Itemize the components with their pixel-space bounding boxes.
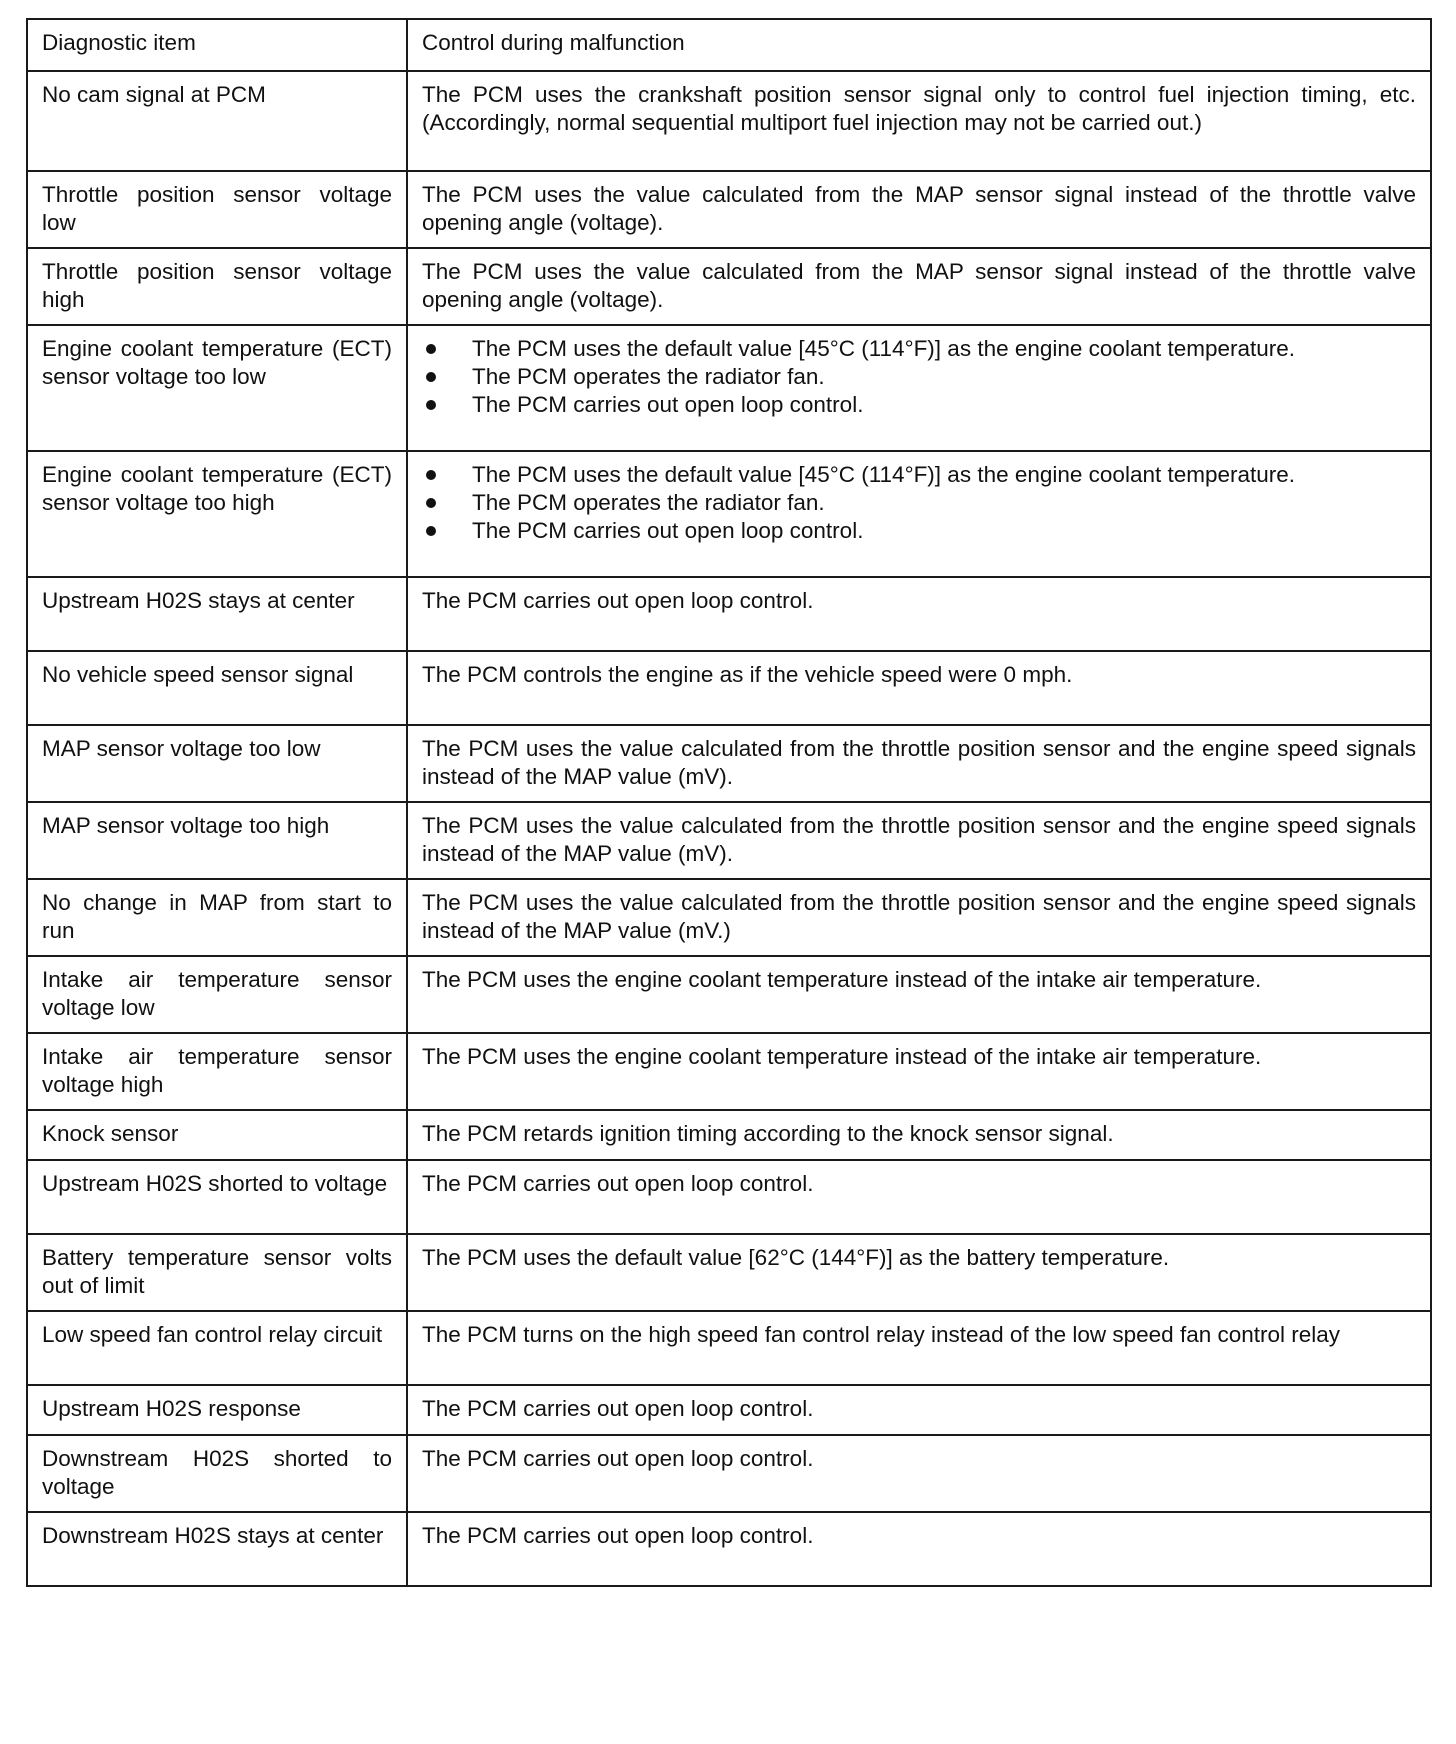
table-row: [27, 248, 1431, 325]
table-row: [27, 651, 1431, 725]
bullet-text: The PCM operates the radiator fan.: [472, 364, 825, 389]
bullet-item: [422, 489, 1416, 517]
control-cell: [407, 451, 1431, 577]
diagnostic-item-cell: Intake air temperature sensor voltage high: [27, 1033, 407, 1110]
table-row: [27, 451, 1431, 577]
diagnostic-item-cell: MAP sensor voltage too low: [27, 725, 407, 802]
bullet-dot-icon: [426, 470, 436, 480]
table-row: [27, 802, 1431, 879]
diagnostic-item-cell: Knock sensor: [27, 1110, 407, 1160]
diagnostic-item-cell: Downstream H02S shorted to voltage: [27, 1435, 407, 1512]
diagnostic-item-cell: Throttle position sensor voltage low: [27, 171, 407, 248]
bullet-item: [422, 363, 1416, 391]
control-cell: The PCM controls the engine as if the vehicle speed were 0 mph.: [407, 651, 1431, 725]
diagnostic-item-cell: Battery temperature sensor volts out of limit: [27, 1234, 407, 1311]
table-row: [27, 1512, 1431, 1586]
bullet-text: The PCM uses the default value [45°C (114°F)] as the engine coolant temperature.: [472, 462, 1296, 487]
control-cell: The PCM carries out open loop control.: [407, 1385, 1431, 1435]
bullet-item: [422, 517, 1416, 545]
table-row: [27, 577, 1431, 651]
control-cell: The PCM uses the crankshaft position sensor signal only to control fuel injection timing, etc. (Accordingly, normal sequential multiport fuel injection may not be carried out.): [407, 71, 1431, 171]
diagnostic-item-cell: No cam signal at PCM: [27, 71, 407, 171]
diagnostic-item-cell: MAP sensor voltage too high: [27, 802, 407, 879]
diagnostic-item-cell: Downstream H02S stays at center: [27, 1512, 407, 1586]
control-cell: The PCM uses the value calculated from the MAP sensor signal instead of the throttle valve opening angle (voltage).: [407, 171, 1431, 248]
table-row: [27, 1160, 1431, 1234]
diagnostic-item-cell: Engine coolant temperature (ECT) sensor voltage too low: [27, 325, 407, 451]
bullet-dot-icon: [426, 526, 436, 536]
bullet-item: [422, 335, 1416, 363]
bullet-text: The PCM carries out open loop control.: [472, 518, 864, 543]
bullet-list: [422, 335, 1416, 419]
control-cell: The PCM uses the default value [62°C (144°F)] as the battery temperature.: [407, 1234, 1431, 1311]
diagnostic-item-cell: Upstream H02S shorted to voltage: [27, 1160, 407, 1234]
control-cell: The PCM uses the engine coolant temperature instead of the intake air temperature.: [407, 1033, 1431, 1110]
control-cell: The PCM uses the value calculated from the throttle position sensor and the engine speed signals instead of the MAP value (mV).: [407, 802, 1431, 879]
bullet-text: The PCM uses the default value [45°C (114°F)] as the engine coolant temperature.: [472, 336, 1296, 361]
bullet-text: The PCM carries out open loop control.: [472, 392, 864, 417]
control-cell: The PCM retards ignition timing according to the knock sensor signal.: [407, 1110, 1431, 1160]
control-cell: The PCM uses the value calculated from the throttle position sensor and the engine speed signals instead of the MAP value (mV).: [407, 725, 1431, 802]
control-cell: The PCM turns on the high speed fan control relay instead of the low speed fan control relay: [407, 1311, 1431, 1385]
bullet-item: [422, 391, 1416, 419]
diagnostic-item-cell: No change in MAP from start to run: [27, 879, 407, 956]
diagnostic-item-cell: Throttle position sensor voltage high: [27, 248, 407, 325]
table-row: [27, 171, 1431, 248]
diagnostic-item-cell: Upstream H02S response: [27, 1385, 407, 1435]
bullet-text: The PCM operates the radiator fan.: [472, 490, 825, 515]
bullet-dot-icon: [426, 344, 436, 354]
header-control-during-malfunction: Control during malfunction: [407, 19, 1431, 71]
table-row: [27, 1385, 1431, 1435]
bullet-dot-icon: [426, 372, 436, 382]
diagnostic-item-cell: Intake air temperature sensor voltage low: [27, 956, 407, 1033]
table-row: [27, 1110, 1431, 1160]
diagnostic-item-cell: Low speed fan control relay circuit: [27, 1311, 407, 1385]
header-diagnostic-item: Diagnostic item: [27, 19, 407, 71]
table-row: [27, 956, 1431, 1033]
table-header-row: [27, 19, 1431, 71]
bullet-list: [422, 461, 1416, 545]
table-row: [27, 1435, 1431, 1512]
control-cell: The PCM uses the value calculated from the MAP sensor signal instead of the throttle valve opening angle (voltage).: [407, 248, 1431, 325]
table-row: [27, 1234, 1431, 1311]
diagnostic-table-container: [26, 18, 1430, 1587]
table-row: [27, 1033, 1431, 1110]
table-row: [27, 325, 1431, 451]
control-cell: [407, 325, 1431, 451]
bullet-dot-icon: [426, 400, 436, 410]
diagnostic-item-cell: Engine coolant temperature (ECT) sensor voltage too high: [27, 451, 407, 577]
bullet-item: [422, 461, 1416, 489]
control-cell: The PCM uses the value calculated from the throttle position sensor and the engine speed signals instead of the MAP value (mV.): [407, 879, 1431, 956]
diagnostic-item-cell: No vehicle speed sensor signal: [27, 651, 407, 725]
diagnostic-item-cell: Upstream H02S stays at center: [27, 577, 407, 651]
control-cell: The PCM carries out open loop control.: [407, 1512, 1431, 1586]
bullet-dot-icon: [426, 498, 436, 508]
diagnostic-table: [26, 18, 1432, 1587]
table-row: [27, 725, 1431, 802]
control-cell: The PCM carries out open loop control.: [407, 1160, 1431, 1234]
control-cell: The PCM carries out open loop control.: [407, 1435, 1431, 1512]
control-cell: The PCM uses the engine coolant temperature instead of the intake air temperature.: [407, 956, 1431, 1033]
table-row: [27, 1311, 1431, 1385]
table-row: [27, 879, 1431, 956]
table-row: [27, 71, 1431, 171]
control-cell: The PCM carries out open loop control.: [407, 577, 1431, 651]
